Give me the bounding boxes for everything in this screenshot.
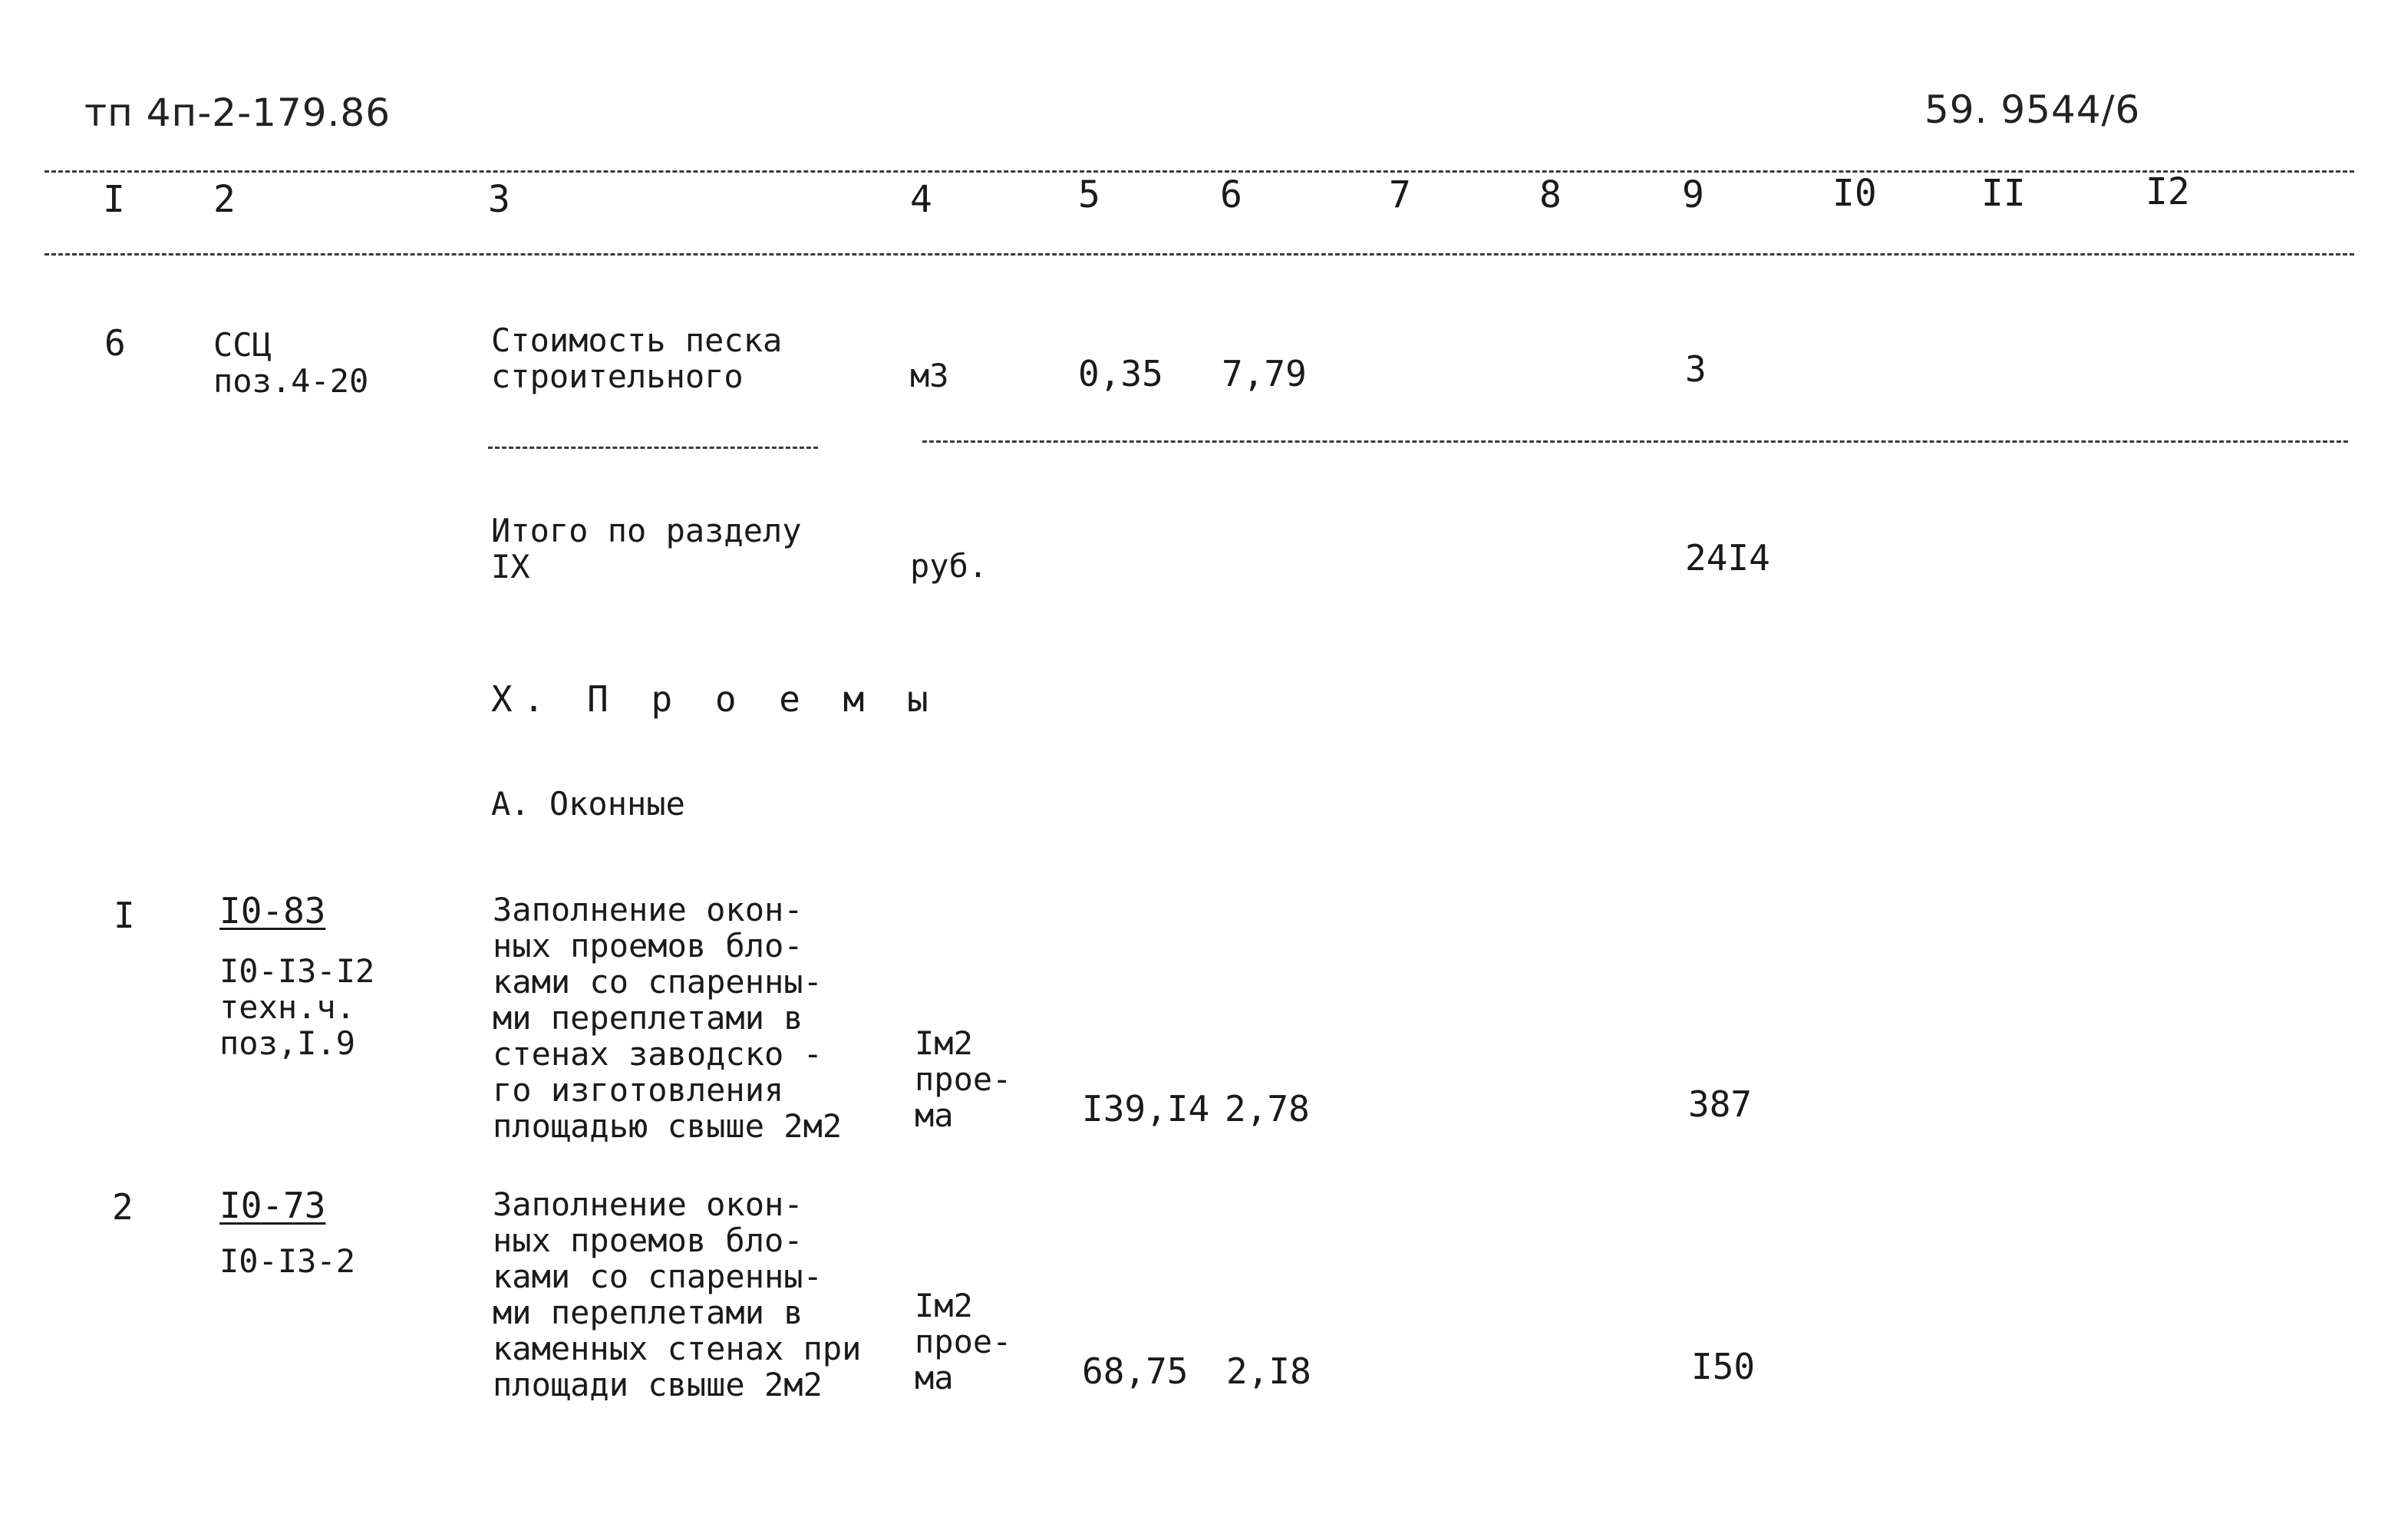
column-header: 7	[1389, 173, 1411, 216]
column-header: 2	[213, 178, 236, 221]
row-quantity: I39,I4	[1082, 1088, 1210, 1129]
row-total: 387	[1688, 1083, 1753, 1125]
section-title: Х. П р о е м ы	[491, 678, 939, 720]
header-bottom-rule	[45, 253, 2354, 256]
column-header: 6	[1220, 173, 1242, 216]
row-unit-price: 2,I8	[1226, 1350, 1311, 1392]
row-code: ССЦ поз.4-20	[213, 326, 369, 400]
row-unit: Iм2 прое- ма	[915, 1287, 1012, 1397]
column-header: I	[103, 178, 125, 221]
column-header: 3	[488, 178, 510, 221]
column-header: I2	[2145, 170, 2190, 213]
row-unit: м3	[910, 357, 949, 394]
row-total: I50	[1691, 1346, 1756, 1387]
row-code: I0-I3-I2 техн.ч. поз,I.9	[219, 952, 375, 1062]
column-header: 4	[910, 178, 932, 221]
row-description: Стоимость песка строительного	[491, 322, 783, 395]
subtotal-rule-left	[488, 447, 818, 449]
row-number: 6	[104, 322, 126, 364]
row-description: Заполнение окон- ных проемов бло- ками со спаренны- ми переплетами в каменных стенах при площади свыше 2м2	[493, 1186, 862, 1403]
column-header: II	[1981, 172, 2026, 215]
column-header: I0	[1832, 172, 1877, 215]
row-total: 3	[1685, 348, 1707, 390]
row-code-main: I0-83	[219, 890, 326, 932]
column-header: 9	[1682, 173, 1704, 216]
sheet-number: 59. 9544/6	[1924, 87, 2141, 132]
row-description: Заполнение окон- ных проемов бло- ками со спаренны- ми переплетами в стенах заводско - го изготовления площадью свыше 2м2	[493, 891, 843, 1145]
row-number: I	[114, 895, 135, 936]
subsection-title: А. Оконные	[491, 785, 685, 823]
subtotal-rule-right	[922, 440, 2348, 443]
row-code: I0-I3-2	[219, 1242, 356, 1280]
column-header: 8	[1539, 173, 1562, 216]
row-unit-price: 2,78	[1225, 1088, 1310, 1129]
section-total-value: 24I4	[1685, 537, 1770, 579]
row-quantity: 68,75	[1082, 1350, 1189, 1392]
document-code: тп 4п-2-179.86	[84, 91, 391, 135]
row-unit-price: 7,79	[1222, 353, 1307, 394]
section-total-label: Итого по разделу IX	[491, 512, 802, 585]
row-code-main: I0-73	[219, 1185, 326, 1226]
row-quantity: 0,35	[1078, 353, 1163, 394]
column-header: 5	[1078, 173, 1100, 216]
section-total-unit: руб.	[910, 547, 988, 585]
row-unit: Iм2 прое- ма	[915, 1024, 1012, 1134]
row-number: 2	[112, 1186, 134, 1228]
